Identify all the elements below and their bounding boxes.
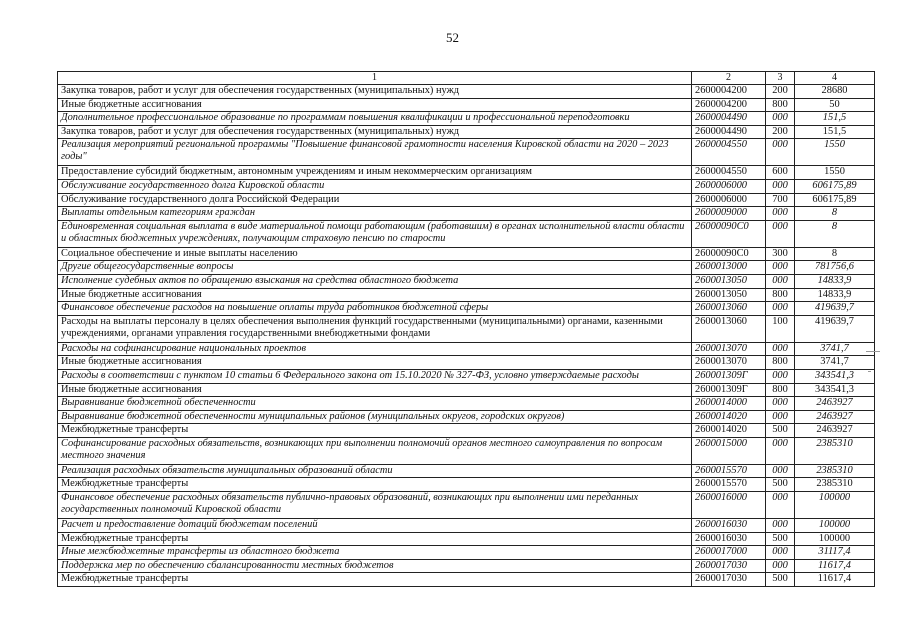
table-row xyxy=(58,85,875,99)
scan-mark xyxy=(868,371,871,372)
row-name: Иные межбюджетные трансферты из областного бюджета xyxy=(58,546,692,560)
table-row xyxy=(58,261,875,275)
row-name: Социальное обеспечение и иные выплаты населению xyxy=(58,247,692,261)
row-name: Финансовое обеспечение расходных обязательств публично-правовых образований, возникающих при выполнении ими переданных государственных полномочий Кировской области xyxy=(58,492,692,519)
row-name: Иные бюджетные ассигнования xyxy=(58,98,692,112)
table-row xyxy=(58,288,875,302)
row-expense-type: 000 xyxy=(766,410,795,424)
row-amount: 11617,4 xyxy=(795,559,875,573)
row-code: 2600004200 xyxy=(692,85,766,99)
row-amount: 1550 xyxy=(795,166,875,180)
row-expense-type: 000 xyxy=(766,546,795,560)
row-amount: 14833,9 xyxy=(795,274,875,288)
table-row xyxy=(58,559,875,573)
row-name: Единовременная социальная выплата в виде материальной помощи работающим (работавшим) в органах исполнительной власти области и областных бюджетных учреждениях, получающим страховую пенсию по старости xyxy=(58,220,692,247)
row-expense-type: 000 xyxy=(766,112,795,126)
row-amount: 31117,4 xyxy=(795,546,875,560)
header-col-1: 1 xyxy=(58,72,692,85)
row-expense-type: 000 xyxy=(766,179,795,193)
row-expense-type: 000 xyxy=(766,220,795,247)
row-code: 2600016030 xyxy=(692,532,766,546)
row-amount: 3741,7 xyxy=(795,342,875,356)
row-expense-type: 000 xyxy=(766,519,795,533)
row-code: 2600017030 xyxy=(692,573,766,587)
row-expense-type: 800 xyxy=(766,356,795,370)
row-name: Финансовое обеспечение расходов на повышение оплаты труда работников бюджетной сферы xyxy=(58,302,692,316)
table-row xyxy=(58,98,875,112)
row-expense-type: 500 xyxy=(766,424,795,438)
row-name: Поддержка мер по обеспечению сбалансированности местных бюджетов xyxy=(58,559,692,573)
table-row xyxy=(58,424,875,438)
row-amount: 100000 xyxy=(795,532,875,546)
row-amount: 151,5 xyxy=(795,112,875,126)
row-expense-type: 000 xyxy=(766,492,795,519)
row-code: 2600004550 xyxy=(692,166,766,180)
table-row xyxy=(58,437,875,464)
table-row xyxy=(58,193,875,207)
header-col-4: 4 xyxy=(795,72,875,85)
row-expense-type: 000 xyxy=(766,207,795,221)
row-expense-type: 000 xyxy=(766,342,795,356)
row-code: 2600009000 xyxy=(692,207,766,221)
row-name: Межбюджетные трансферты xyxy=(58,478,692,492)
row-code: 2600013050 xyxy=(692,288,766,302)
row-name: Межбюджетные трансферты xyxy=(58,532,692,546)
row-expense-type: 800 xyxy=(766,383,795,397)
row-name: Расходы на софинансирование национальных проектов xyxy=(58,342,692,356)
row-amount: 28680 xyxy=(795,85,875,99)
row-amount: 2463927 xyxy=(795,397,875,411)
row-expense-type: 800 xyxy=(766,98,795,112)
row-code: 2600015000 xyxy=(692,437,766,464)
row-amount: 2463927 xyxy=(795,410,875,424)
row-amount: 8 xyxy=(795,220,875,247)
row-amount: 606175,89 xyxy=(795,193,875,207)
table-row xyxy=(58,546,875,560)
row-name: Предоставление субсидий бюджетным, автономным учреждениям и иным некоммерческим организациям xyxy=(58,166,692,180)
row-expense-type: 000 xyxy=(766,302,795,316)
row-expense-type: 000 xyxy=(766,274,795,288)
header-col-3: 3 xyxy=(766,72,795,85)
table-row xyxy=(58,573,875,587)
row-code: 2600004490 xyxy=(692,125,766,139)
row-name: Реализация мероприятий региональной программы "Повышение финансовой грамотности населения Кировской области на 2020 – 2023 годы" xyxy=(58,139,692,166)
row-expense-type: 100 xyxy=(766,315,795,342)
table-row xyxy=(58,397,875,411)
row-amount: 3741,7 xyxy=(795,356,875,370)
row-code: 2600004490 xyxy=(692,112,766,126)
row-code: 2600014000 xyxy=(692,397,766,411)
row-name: Межбюджетные трансферты xyxy=(58,424,692,438)
row-amount: 2385310 xyxy=(795,464,875,478)
row-name: Закупка товаров, работ и услуг для обеспечения государственных (муниципальных) нужд xyxy=(58,85,692,99)
row-name: Расходы в соответствии с пунктом 10 статьи 6 Федерального закона от 15.10.2020 № 327-ФЗ, условно утверждаемые расходы xyxy=(58,369,692,383)
table-row xyxy=(58,464,875,478)
row-name: Выравнивание бюджетной обеспеченности муниципальных районов (муниципальных округов, городских округов) xyxy=(58,410,692,424)
row-code: 2600015570 xyxy=(692,478,766,492)
row-amount: 419639,7 xyxy=(795,302,875,316)
row-name: Дополнительное профессиональное образование по программам повышения квалификации и профессиональной переподготовки xyxy=(58,112,692,126)
row-name: Расчет и предоставление дотаций бюджетам поселений xyxy=(58,519,692,533)
row-name: Иные бюджетные ассигнования xyxy=(58,356,692,370)
row-expense-type: 000 xyxy=(766,437,795,464)
row-code: 26000090С0 xyxy=(692,247,766,261)
row-expense-type: 500 xyxy=(766,478,795,492)
row-amount: 8 xyxy=(795,247,875,261)
row-expense-type: 500 xyxy=(766,573,795,587)
row-amount: 100000 xyxy=(795,519,875,533)
table-row xyxy=(58,166,875,180)
row-amount: 343541,3 xyxy=(795,369,875,383)
row-code: 2600017030 xyxy=(692,559,766,573)
row-name: Реализация расходных обязательств муниципальных образований области xyxy=(58,464,692,478)
row-code: 2600013070 xyxy=(692,356,766,370)
row-code: 2600013050 xyxy=(692,274,766,288)
table-row xyxy=(58,492,875,519)
header-col-2: 2 xyxy=(692,72,766,85)
row-code: 260001309Г xyxy=(692,369,766,383)
row-amount: 2385310 xyxy=(795,437,875,464)
row-amount: 14833,9 xyxy=(795,288,875,302)
row-code: 2600013000 xyxy=(692,261,766,275)
table-row xyxy=(58,274,875,288)
table-row xyxy=(58,302,875,316)
row-name: Расходы на выплаты персоналу в целях обеспечения выполнения функций государственными (муниципальными) органами, казенными учреждениями, органами управления государственными внебюджетными фондами xyxy=(58,315,692,342)
row-code: 2600006000 xyxy=(692,193,766,207)
row-code: 26000090С0 xyxy=(692,220,766,247)
row-code: 2600016000 xyxy=(692,492,766,519)
row-code: 2600016030 xyxy=(692,519,766,533)
table-row xyxy=(58,369,875,383)
table-row xyxy=(58,410,875,424)
row-code: 2600004550 xyxy=(692,139,766,166)
row-code: 2600013060 xyxy=(692,315,766,342)
table-row xyxy=(58,519,875,533)
row-amount: 1550 xyxy=(795,139,875,166)
table-header-row xyxy=(58,72,875,85)
row-code: 2600013060 xyxy=(692,302,766,316)
row-amount: 100000 xyxy=(795,492,875,519)
row-name: Другие общегосударственные вопросы xyxy=(58,261,692,275)
row-code: 2600014020 xyxy=(692,424,766,438)
row-code: 2600015570 xyxy=(692,464,766,478)
row-code: 2600017000 xyxy=(692,546,766,560)
scan-mark xyxy=(866,351,880,352)
table-row xyxy=(58,315,875,342)
row-expense-type: 600 xyxy=(766,166,795,180)
row-code: 2600014020 xyxy=(692,410,766,424)
row-expense-type: 000 xyxy=(766,397,795,411)
row-expense-type: 800 xyxy=(766,288,795,302)
row-expense-type: 000 xyxy=(766,261,795,275)
table-row xyxy=(58,478,875,492)
row-code: 260001309Г xyxy=(692,383,766,397)
row-amount: 343541,3 xyxy=(795,383,875,397)
table-row xyxy=(58,125,875,139)
row-name: Софинансирование расходных обязательств, возникающих при выполнении полномочий органов местного самоуправления по вопросам местного значения xyxy=(58,437,692,464)
row-amount: 50 xyxy=(795,98,875,112)
row-name: Иные бюджетные ассигнования xyxy=(58,383,692,397)
row-amount: 419639,7 xyxy=(795,315,875,342)
row-expense-type: 200 xyxy=(766,125,795,139)
row-expense-type: 000 xyxy=(766,369,795,383)
table-row xyxy=(58,247,875,261)
row-amount: 2385310 xyxy=(795,478,875,492)
page-number: 52 xyxy=(446,30,459,45)
table-row xyxy=(58,179,875,193)
row-name: Межбюджетные трансферты xyxy=(58,573,692,587)
row-expense-type: 700 xyxy=(766,193,795,207)
row-name: Выплаты отдельным категориям граждан xyxy=(58,207,692,221)
row-name: Закупка товаров, работ и услуг для обеспечения государственных (муниципальных) нужд xyxy=(58,125,692,139)
row-amount: 151,5 xyxy=(795,125,875,139)
budget-table xyxy=(57,71,875,587)
table-row xyxy=(58,112,875,126)
row-name: Исполнение судебных актов по обращению взыскания на средства областного бюджета xyxy=(58,274,692,288)
table-row xyxy=(58,139,875,166)
row-code: 2600013070 xyxy=(692,342,766,356)
row-name: Обслуживание государственного долга Российской Федерации xyxy=(58,193,692,207)
row-amount: 781756,6 xyxy=(795,261,875,275)
table-row xyxy=(58,220,875,247)
row-amount: 2463927 xyxy=(795,424,875,438)
row-name: Обслуживание государственного долга Кировской области xyxy=(58,179,692,193)
row-expense-type: 000 xyxy=(766,139,795,166)
row-expense-type: 000 xyxy=(766,559,795,573)
row-code: 2600004200 xyxy=(692,98,766,112)
row-code: 2600006000 xyxy=(692,179,766,193)
table-row xyxy=(58,383,875,397)
row-name: Иные бюджетные ассигнования xyxy=(58,288,692,302)
table-row xyxy=(58,207,875,221)
row-amount: 8 xyxy=(795,207,875,221)
row-name: Выравнивание бюджетной обеспеченности xyxy=(58,397,692,411)
table-row xyxy=(58,342,875,356)
table-row xyxy=(58,356,875,370)
table-row xyxy=(58,532,875,546)
row-expense-type: 500 xyxy=(766,532,795,546)
row-expense-type: 200 xyxy=(766,85,795,99)
row-expense-type: 300 xyxy=(766,247,795,261)
budget-table-body xyxy=(58,72,875,587)
row-amount: 606175,89 xyxy=(795,179,875,193)
row-amount: 11617,4 xyxy=(795,573,875,587)
row-expense-type: 000 xyxy=(766,464,795,478)
